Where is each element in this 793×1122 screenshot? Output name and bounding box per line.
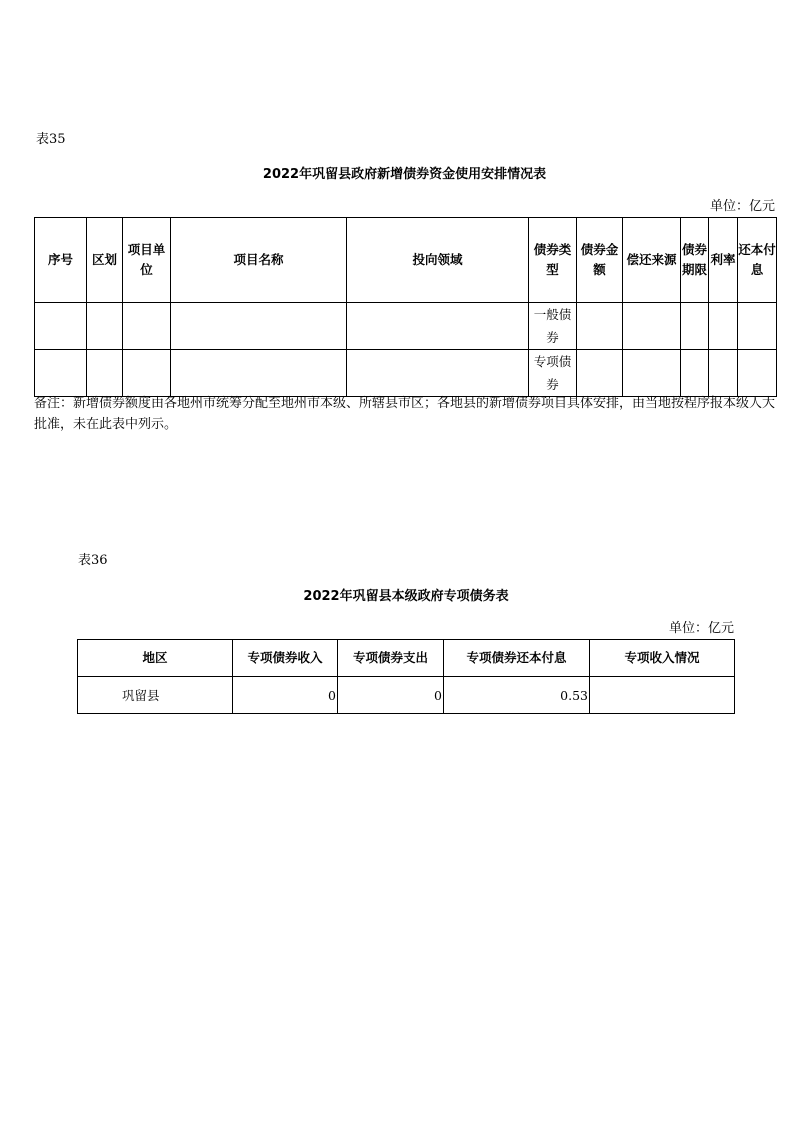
table35-header-row <box>35 218 777 303</box>
table36-unit: 单位：亿元 <box>668 621 734 636</box>
special-bond-expense-cell: 0 <box>338 677 444 714</box>
table-row <box>78 677 735 714</box>
table-cell <box>35 350 87 397</box>
table36-header-row <box>78 640 735 677</box>
table35-header: 还本付息 <box>738 218 777 303</box>
table-cell <box>738 350 777 397</box>
table-cell <box>623 303 681 350</box>
table35-title: 2022年巩留县政府新增债券资金使用安排情况表 <box>262 167 547 182</box>
table-cell <box>577 350 623 397</box>
table35-note: 备注：新增债券额度由各地州市统筹分配至地州市本级、所辖县市区；各地县的新增债券项目具体安排，由当地按程序报本级人大批准，未在此表中列示。 <box>34 396 776 432</box>
special-bond-income-cell: 0 <box>233 677 338 714</box>
table36 <box>77 639 735 714</box>
table-cell <box>347 303 529 350</box>
table-row <box>35 303 777 350</box>
table-cell <box>123 350 171 397</box>
table36-label: 表36 <box>78 553 108 568</box>
table-cell <box>171 303 347 350</box>
table-cell-bond-type: 专项债券 <box>529 350 577 397</box>
table36-title: 2022年巩留县本级政府专项债务表 <box>303 589 509 604</box>
table35-header: 债券期限 <box>681 218 709 303</box>
table-cell <box>709 303 738 350</box>
special-income-status-cell <box>590 677 735 714</box>
table35-header: 偿还来源 <box>623 218 681 303</box>
table-cell-bond-type: 一般债券 <box>529 303 577 350</box>
table-cell <box>171 350 347 397</box>
table-cell <box>623 350 681 397</box>
table-cell <box>709 350 738 397</box>
table35-header: 债券类型 <box>529 218 577 303</box>
table36-header: 地区 <box>78 640 233 677</box>
table-cell <box>681 303 709 350</box>
table-cell <box>35 303 87 350</box>
table36-header: 专项债券收入 <box>233 640 338 677</box>
table-cell <box>87 350 123 397</box>
table-cell <box>738 303 777 350</box>
special-bond-repayment-cell: 0.53 <box>444 677 590 714</box>
region-cell: 巩留县 <box>78 677 233 714</box>
table35-header: 序号 <box>35 218 87 303</box>
table-row <box>35 350 777 397</box>
table-cell <box>347 350 529 397</box>
table35-header: 项目单位 <box>123 218 171 303</box>
table-cell <box>87 303 123 350</box>
table35-unit: 单位：亿元 <box>709 199 775 214</box>
table35-header: 利率 <box>709 218 738 303</box>
table35 <box>34 217 777 397</box>
table35-header: 区划 <box>87 218 123 303</box>
table35-header: 投向领域 <box>347 218 529 303</box>
table-cell <box>123 303 171 350</box>
table-cell <box>577 303 623 350</box>
table-cell <box>681 350 709 397</box>
table35-header: 项目名称 <box>171 218 347 303</box>
table36-header: 专项收入情况 <box>590 640 735 677</box>
table36-header: 专项债券还本付息 <box>444 640 590 677</box>
table35-header: 债券金额 <box>577 218 623 303</box>
table35-label: 表35 <box>36 132 66 147</box>
table36-header: 专项债券支出 <box>338 640 444 677</box>
